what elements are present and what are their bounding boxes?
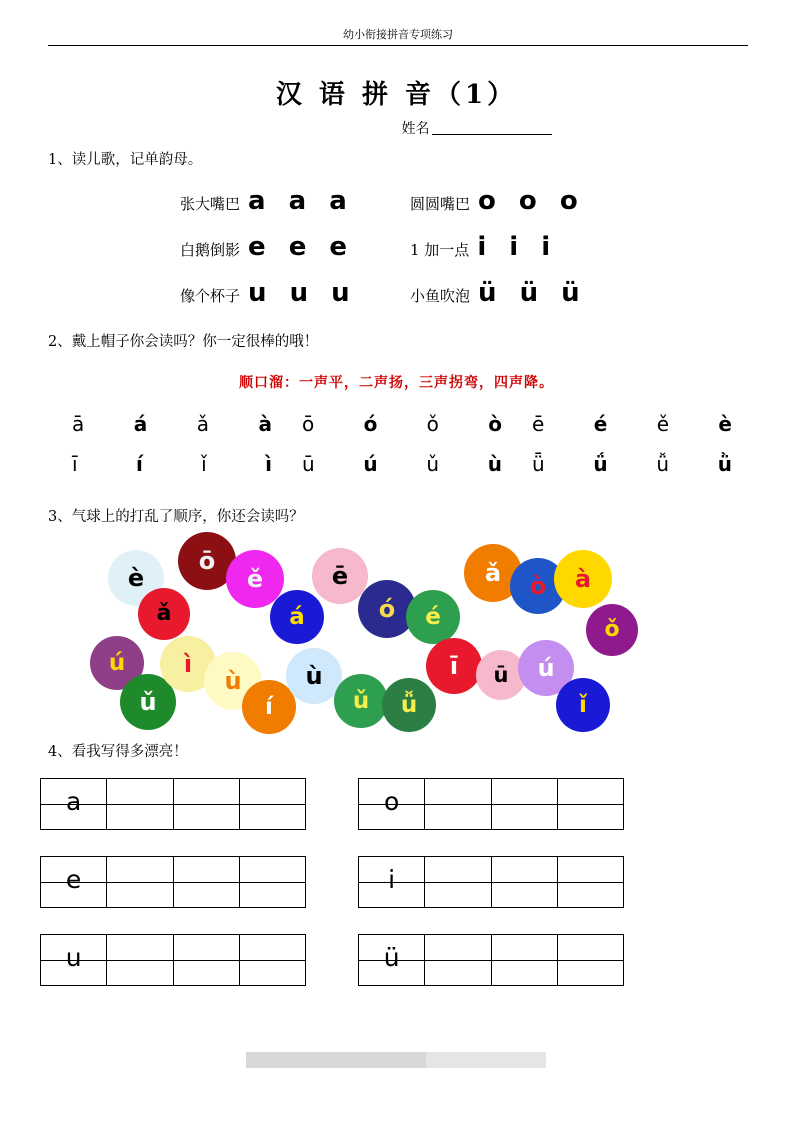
tone-letter: ù (487, 452, 502, 476)
balloon-letter: ù (305, 662, 323, 690)
balloon[interactable] (334, 674, 388, 728)
tone-group (532, 452, 732, 476)
tone-row-1 (72, 412, 732, 436)
rhyme-letters: e e e (248, 232, 355, 262)
grid-midline (425, 882, 490, 883)
grid-midline (107, 882, 172, 883)
tone-group (302, 412, 502, 436)
grid-midline (558, 804, 623, 805)
writing-grid-cell[interactable] (492, 935, 558, 985)
grid-midline (558, 960, 623, 961)
balloon-letter: ì (183, 650, 193, 678)
tone-letter: ǜ (717, 452, 732, 476)
balloon[interactable] (586, 604, 638, 656)
grid-midline (107, 960, 172, 961)
writing-grid[interactable] (358, 856, 624, 908)
tone-letter: ī (72, 452, 78, 476)
writing-grid[interactable] (40, 778, 306, 830)
tone-letter: ǒ (426, 412, 439, 436)
tone-letter: á (133, 412, 148, 436)
balloon[interactable] (406, 590, 460, 644)
writing-grid-cell[interactable] (174, 779, 240, 829)
balloon-letter: ō (198, 547, 216, 575)
tone-letter: ǔ (426, 452, 440, 476)
writing-grid-cell[interactable] (359, 779, 425, 829)
rhyme-text: 小鱼吹泡 (410, 287, 471, 305)
grid-midline (558, 882, 623, 883)
balloon-letter: ě (246, 565, 264, 593)
tone-letter: è (718, 412, 732, 436)
name-input-blank[interactable] (432, 134, 552, 135)
rhyme-text: 像个杯子 (180, 287, 241, 305)
writing-grid-cell[interactable] (558, 779, 623, 829)
grid-model-letter: u (65, 943, 82, 973)
balloon-letter: ú (537, 654, 555, 682)
rhyme-letters: u u u (248, 278, 357, 308)
writing-grid-cell[interactable] (558, 935, 623, 985)
grid-midline (240, 882, 305, 883)
tone-letter: ē (532, 412, 545, 436)
rhyme-row (180, 232, 740, 262)
chant-text: 顺口溜：一声平，二声扬，三声拐弯，四声降。 (239, 375, 554, 391)
balloon-letter: ǔ (352, 687, 370, 714)
rhyme-letters: ü ü ü (478, 278, 587, 308)
grid-midline (492, 960, 557, 961)
writing-grid-cell[interactable] (240, 935, 305, 985)
grid-midline (425, 804, 490, 805)
writing-grid-cell[interactable] (425, 935, 491, 985)
grid-model-letter: e (65, 865, 82, 895)
writing-grid-cell[interactable] (492, 779, 558, 829)
tone-letter: ǐ (201, 452, 207, 476)
grid-model-letter: i (388, 865, 396, 895)
section-3-heading: 3、气球上的打乱了顺序，你还会读吗？ (48, 509, 304, 525)
footer-redaction-bar (246, 1052, 546, 1068)
grid-model-letter: ü (383, 943, 400, 973)
writing-grid-cell[interactable] (425, 779, 491, 829)
rhyme-row (180, 278, 740, 308)
tone-letter: ú (363, 452, 378, 476)
tone-letter: í (135, 452, 143, 476)
balloon-letter: ù (224, 667, 242, 695)
balloon-letter: í (265, 693, 273, 720)
balloon[interactable] (138, 588, 190, 640)
writing-grid-cell[interactable] (107, 857, 173, 907)
writing-grid-cell[interactable] (107, 779, 173, 829)
tone-group (72, 452, 272, 476)
balloon[interactable] (382, 678, 436, 732)
rhyme-text: 张大嘴巴 (180, 195, 241, 213)
tone-group (532, 412, 732, 436)
tone-letter: ò (488, 412, 502, 436)
grid-model-letter: o (383, 787, 400, 817)
rhyme-letters: o o o (478, 186, 585, 216)
tone-letter: ǎ (196, 412, 209, 436)
writing-grid[interactable] (40, 856, 306, 908)
tone-letter: é (593, 412, 608, 436)
writing-grid-cell[interactable] (41, 857, 107, 907)
writing-grid[interactable] (358, 778, 624, 830)
writing-grid-cell[interactable] (41, 779, 107, 829)
balloon-letter: ǐ (579, 691, 587, 718)
tone-letter: ǖ (532, 452, 545, 476)
balloon-letter: ē (331, 562, 349, 590)
section-4-heading: 4、看我写得多漂亮！ (48, 744, 188, 760)
section-1-heading: 1、读儿歌，记单韵母。 (48, 152, 203, 168)
rhyme-row (180, 186, 740, 216)
rhyme-letters: a a a (248, 186, 354, 216)
section-2-heading: 2、戴上帽子你会读吗？你一定很棒的哦！ (48, 334, 319, 350)
tone-row-2 (72, 452, 732, 476)
balloon-letter: ǚ (400, 691, 418, 718)
balloon[interactable] (312, 548, 368, 604)
grid-midline (240, 804, 305, 805)
balloon[interactable] (426, 638, 482, 694)
tone-group (72, 412, 272, 436)
rhyme-letters: i i i (477, 232, 558, 262)
grid-midline (240, 960, 305, 961)
writing-grid-cell[interactable] (558, 857, 623, 907)
balloon-letter: è (127, 564, 145, 592)
grid-midline (425, 960, 490, 961)
balloon[interactable] (270, 590, 324, 644)
grid-midline (492, 804, 557, 805)
name-field (0, 118, 793, 138)
balloon-letter: ó (378, 595, 396, 623)
writing-grid-cell[interactable] (240, 857, 305, 907)
balloon[interactable] (554, 550, 612, 608)
name-label: 姓名 (401, 121, 430, 137)
balloon[interactable] (556, 678, 610, 732)
tone-letter: ě (656, 412, 670, 436)
rhyme-text: 圆圆嘴巴 (410, 195, 471, 213)
grid-midline (107, 804, 172, 805)
balloon-letter: à (574, 565, 592, 593)
writing-grid-cell[interactable] (359, 935, 425, 985)
balloon-letter: á (289, 603, 305, 630)
rhyme-text: 白鹅倒影 (180, 241, 241, 259)
writing-grid[interactable] (40, 934, 306, 986)
running-head: 幼小衔接拼音专项练习 (343, 28, 453, 41)
balloon-letter: ǎ (156, 601, 172, 626)
tone-letter: ǚ (656, 452, 670, 476)
writing-grid-cell[interactable] (174, 857, 240, 907)
writing-grid-cell[interactable] (492, 857, 558, 907)
header-divider (48, 45, 748, 46)
balloon-letter: ǒ (604, 617, 620, 642)
writing-grid-cell[interactable] (359, 857, 425, 907)
writing-grid[interactable] (358, 934, 624, 986)
balloon-letter: ò (529, 572, 547, 600)
balloon-letter: ī (449, 652, 459, 680)
tone-letter: ì (265, 452, 272, 476)
tone-letter: ū (302, 452, 315, 476)
tone-letter: ó (363, 412, 378, 436)
page-title: 汉 语 拼 音（1） (275, 80, 518, 110)
balloon-letter: ū (493, 662, 509, 687)
balloon-cluster (86, 528, 666, 733)
tone-letter: ō (302, 412, 315, 436)
balloon-letter: ǎ (484, 559, 502, 587)
grid-midline (492, 882, 557, 883)
balloon-letter: ǔ (139, 688, 157, 716)
writing-grid-cell[interactable] (174, 935, 240, 985)
rhyme-text: 1 加一点 (410, 241, 470, 259)
tone-letter: à (258, 412, 272, 436)
writing-grid-cell[interactable] (41, 935, 107, 985)
writing-grid-cell[interactable] (107, 935, 173, 985)
tone-letter: ǘ (593, 452, 608, 476)
balloon-letter: ú (108, 649, 126, 676)
writing-grid-cell[interactable] (240, 779, 305, 829)
grid-midline (174, 960, 239, 961)
grid-midline (174, 804, 239, 805)
writing-grid-cell[interactable] (425, 857, 491, 907)
tone-letter: ā (72, 412, 85, 436)
grid-model-letter: a (65, 787, 82, 817)
grid-midline (174, 882, 239, 883)
balloon-letter: é (425, 603, 441, 630)
tone-group (302, 452, 502, 476)
